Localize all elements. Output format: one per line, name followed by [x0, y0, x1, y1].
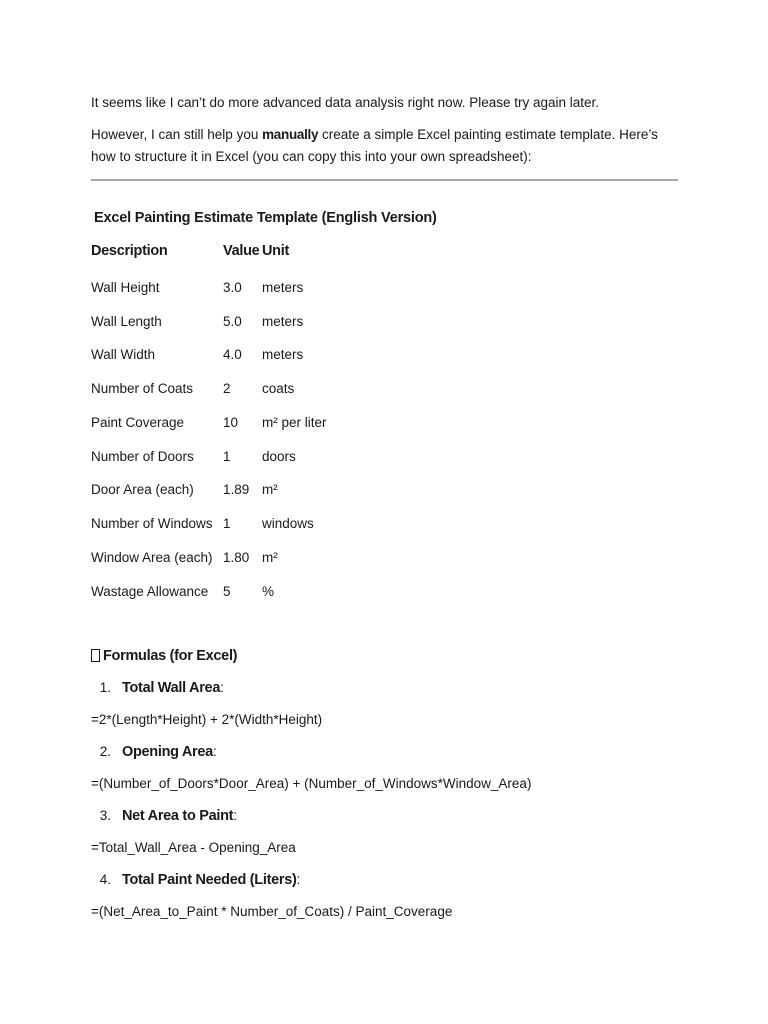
- row-description: Number of Windows: [91, 516, 213, 531]
- row-description: Wastage Allowance: [91, 584, 209, 599]
- row-description: Wall Width: [91, 347, 156, 362]
- row-unit: m²: [262, 482, 278, 497]
- missing-glyph-icon: [91, 649, 100, 662]
- template-title: Excel Painting Estimate Template (English Version): [94, 210, 437, 226]
- horizontal-divider: [91, 179, 678, 181]
- formula-label: Net Area to Paint: [122, 808, 234, 824]
- formula-expression: =2*(Length*Height) + 2*(Width*Height): [91, 712, 323, 727]
- list-number: 3.: [99, 808, 111, 823]
- formula-label-suffix: :: [220, 680, 224, 695]
- row-value: 1.80: [223, 550, 250, 565]
- intro-line-1: It seems like I can’t do more advanced data analysis right now. Please try again later.: [91, 95, 600, 110]
- row-value: 1: [223, 449, 231, 464]
- row-unit: m²: [262, 550, 278, 565]
- row-value: 2: [223, 381, 231, 396]
- intro-text-post: create a simple Excel painting estimate template. Here’s how to structure it in Excel (you can copy this into your own spreadsheet):: [91, 127, 658, 164]
- header-description: Description: [91, 243, 168, 259]
- list-item: [91, 680, 224, 696]
- row-value: 3.0: [223, 280, 242, 295]
- row-value: 1.89: [223, 482, 250, 497]
- row-value: 10: [223, 415, 239, 430]
- formula-label: Total Wall Area: [122, 680, 221, 696]
- intro-text-bold: manually: [262, 127, 319, 142]
- list-item: [91, 808, 237, 824]
- row-value: 5.0: [223, 314, 242, 329]
- row-description: Paint Coverage: [91, 415, 185, 430]
- row-description: Door Area (each): [91, 482, 194, 497]
- row-unit: doors: [262, 449, 296, 464]
- header-value: Value: [223, 243, 260, 259]
- formulas-heading: [91, 648, 237, 664]
- list-number: 2.: [99, 744, 111, 759]
- formula-label-suffix: :: [212, 744, 217, 759]
- header-unit: Unit: [262, 243, 289, 259]
- list-item: [91, 872, 300, 888]
- row-unit: meters: [262, 347, 304, 362]
- row-description: Wall Length: [91, 314, 162, 329]
- row-description: Number of Coats: [91, 381, 194, 396]
- row-description: Number of Doors: [91, 449, 194, 464]
- formula-label: Opening Area: [122, 744, 213, 760]
- formulas-heading-text: Formulas (for Excel): [103, 648, 238, 664]
- row-description: Wall Height: [91, 280, 160, 295]
- row-description: Window Area (each): [91, 550, 213, 565]
- formula-expression: =(Number_of_Doors*Door_Area) + (Number_of_Windows*Window_Area): [91, 776, 532, 791]
- formula-label: Total Paint Needed (Liters): [122, 872, 297, 888]
- list-number: 4.: [99, 872, 111, 887]
- row-value: 5: [223, 584, 231, 599]
- row-unit: meters: [262, 314, 304, 329]
- row-value: 1: [223, 516, 231, 531]
- formula-expression: =(Net_Area_to_Paint * Number_of_Coats) / Paint_Coverage: [91, 904, 453, 919]
- formula-label-suffix: :: [296, 872, 301, 887]
- row-unit: coats: [262, 381, 295, 396]
- row-unit: windows: [262, 516, 314, 531]
- formula-expression: =Total_Wall_Area - Opening_Area: [91, 840, 296, 855]
- row-unit: meters: [262, 280, 304, 295]
- intro-paragraph: [91, 124, 681, 168]
- list-item: [91, 744, 217, 760]
- formula-label-suffix: :: [233, 808, 237, 823]
- intro-text-pre: However, I can still help you: [91, 127, 263, 142]
- row-unit: m² per liter: [262, 415, 327, 430]
- row-unit: %: [262, 584, 275, 599]
- list-number: 1.: [99, 680, 111, 695]
- row-value: 4.0: [223, 347, 242, 362]
